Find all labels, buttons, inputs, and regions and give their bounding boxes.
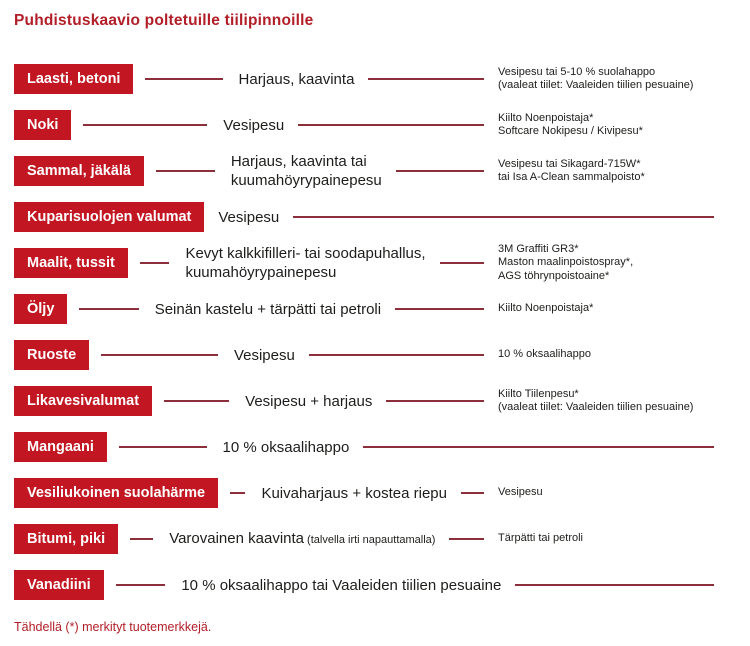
product-text: Kiilto Noenpoistaja* [498,302,594,315]
product-text: Vesipesu tai Sikagard-715W* tai Isa A-Clean sammalpoisto* [498,157,645,183]
category-label: Kuparisuolojen valumat [14,202,204,232]
connector-line-trailing [461,492,484,494]
connector-line-trailing [293,216,714,218]
method-text: 10 % oksaalihappo tai Vaaleiden tiilien pesuaine [181,576,502,594]
method-text: Varovainen kaavinta (talvella irti napauttamalla) [169,529,436,547]
connector-line-leading [140,262,170,264]
method-text: 10 % oksaalihappo [222,438,350,456]
connector-line-leading [156,170,215,172]
connector-line-trailing [515,584,714,586]
product-text: Vesipesu tai 5-10 % suolahappo (vaaleat tiilet: Vaaleiden tiilien pesuaine) [498,65,694,91]
method-note: (talvella irti napauttamalla) [304,533,436,546]
treatment-row [14,570,736,600]
method-text: Vesipesu [233,346,295,364]
treatment-row [14,386,736,416]
connector-line-trailing [298,124,484,126]
category-label: Öljy [14,294,67,324]
connector-line-leading [101,354,218,356]
treatment-row [14,432,736,462]
treatment-row [14,478,736,508]
treatment-row [14,153,736,189]
category-label: Noki [14,110,71,140]
connector-line-leading [164,400,229,402]
treatment-row [14,294,736,324]
connector-line-leading [230,492,245,494]
treatment-row [14,110,736,140]
method-text: Vesipesu + harjaus [245,392,373,410]
category-label: Sammal, jäkälä [14,156,144,186]
treatment-row [14,524,736,554]
treatment-row [14,242,736,282]
connector-line-trailing [395,308,484,310]
category-label: Laasti, betoni [14,64,133,94]
category-label: Bitumi, piki [14,524,118,554]
connector-line-trailing [386,400,484,402]
category-label: Maalit, tussit [14,248,128,278]
method-text: Seinän kastelu + tärpätti tai petroli [154,300,382,318]
treatment-row [14,202,736,232]
connector-line-leading [119,446,207,448]
treatment-rows [14,64,736,600]
category-label: Mangaani [14,432,107,462]
category-label: Vesiliukoinen suolahärme [14,478,218,508]
product-text: Kiilto Tiilenpesu* (vaaleat tiilet: Vaaleiden tiilien pesuaine) [498,387,694,413]
method-text: Kuivaharjaus + kostea riepu [261,484,447,502]
product-text: Tärpätti tai petroli [498,532,583,545]
connector-line-leading [130,538,153,540]
connector-line-trailing [396,170,484,172]
category-label: Ruoste [14,340,89,370]
connector-line-leading [145,78,222,80]
method-text: Kevyt kalkkifilleri- tai soodapuhallus, kuumahöyrypainepesu [185,245,426,281]
category-label: Likavesivalumat [14,386,152,416]
connector-line-trailing [440,262,484,264]
footer-note: Tähdellä (*) merkityt tuotemerkkejä. [14,620,212,634]
product-text: Vesipesu [498,486,543,499]
product-text: 3M Graffiti GR3* Maston maalinpoistospray*, AGS töhrynpoistoaine* [498,242,634,282]
connector-line-trailing [309,354,484,356]
product-text: 10 % oksaalihappo [498,348,591,361]
connector-line-trailing [368,78,484,80]
connector-line-leading [83,124,207,126]
page-title: Puhdistuskaavio poltetuille tiilipinnoille [14,12,314,29]
method-text: Harjaus, kaavinta [238,70,355,88]
method-text: Vesipesu [223,116,285,134]
connector-line-trailing [363,446,714,448]
method-text: Vesipesu [218,208,280,226]
connector-line-trailing [449,538,484,540]
method-text: Harjaus, kaavinta tai kuumahöyrypainepesu [230,153,382,189]
connector-line-leading [79,308,138,310]
product-text: Kiilto Noenpoistaja* Softcare Nokipesu / Kivipesu* [498,111,643,137]
treatment-row [14,64,736,94]
category-label: Vanadiini [14,570,104,600]
treatment-row [14,340,736,370]
connector-line-leading [116,584,166,586]
